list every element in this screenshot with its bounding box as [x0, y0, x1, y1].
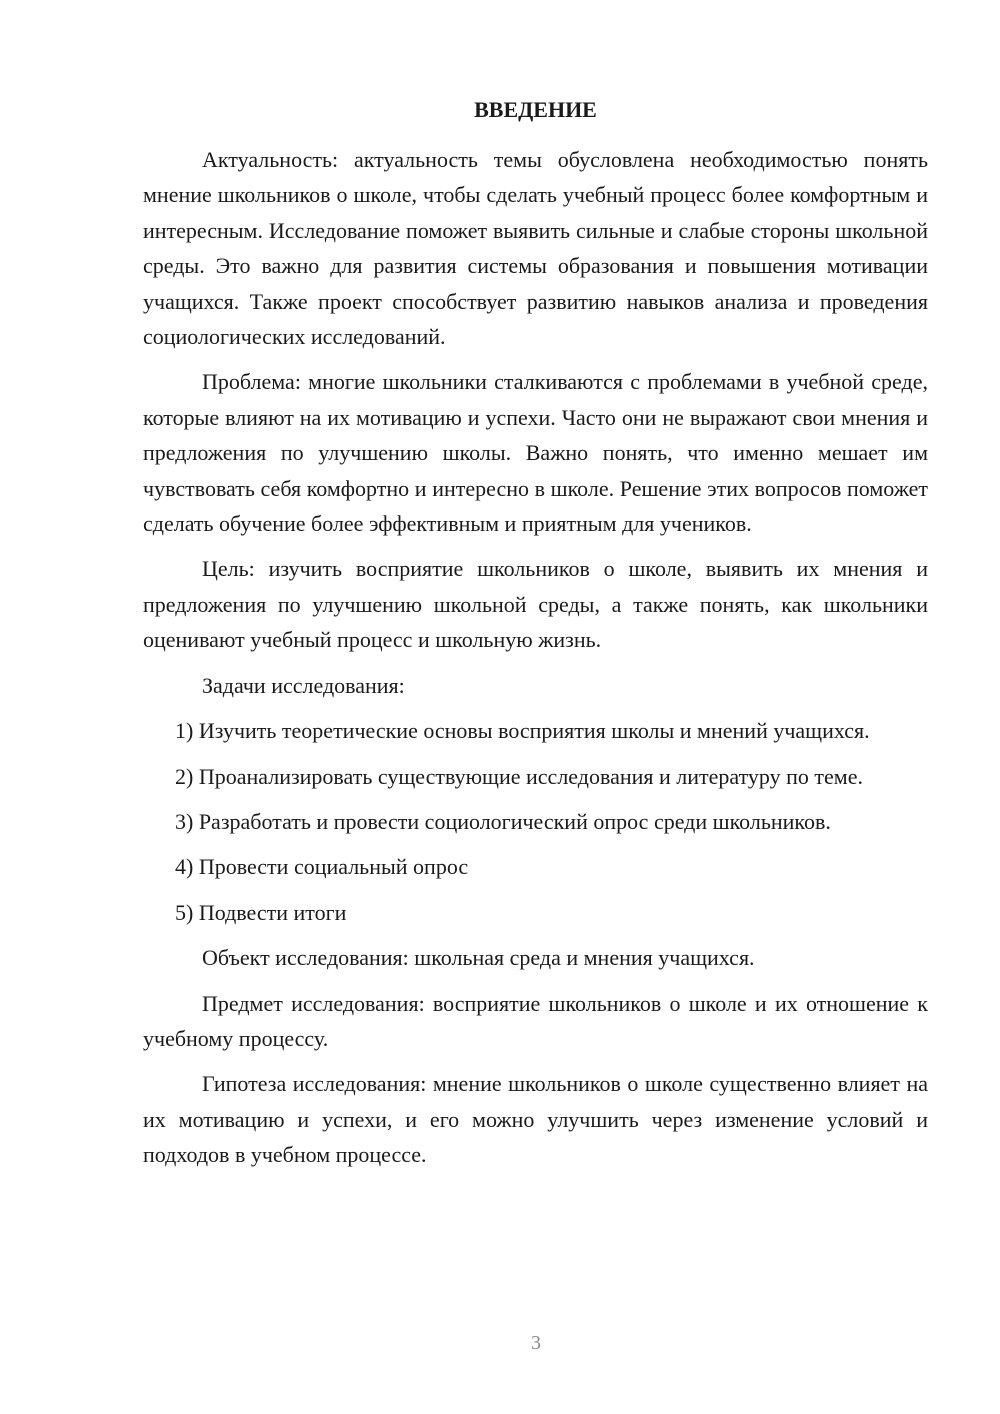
hypothesis-paragraph: Гипотеза исследования: мнение школьников о школе существенно влияет на их мотивацию и успехи, и его можно улучшить через изменение условий и подходов в учебном процессе. — [143, 1071, 928, 1168]
task-item-1: 1) Изучить теоретические основы восприятия школы и мнений учащихся. — [175, 718, 870, 744]
object-paragraph: Объект исследования: школьная среда и мнения учащихся. — [202, 945, 755, 971]
task-item-2: 2) Проанализировать существующие исследования и литературу по теме. — [175, 763, 863, 789]
subject-paragraph: Предмет исследования: восприятие школьников о школе и их отношение к учебному процессу. — [143, 990, 928, 1051]
document-body — [143, 93, 928, 1173]
problem-paragraph: Проблема: многие школьники сталкиваются с проблемами в учебной среде, которые влияют на их мотивацию и успехи. Часто они не выражают свои мнения и предложения по улучшению школы. Важно понять, что именно мешает им чувствовать себя комфортно и интересно в школе. Решение этих вопросов поможет сделать обучение более эффективным и приятным для учеников. — [143, 369, 928, 537]
tasks-heading: Задачи исследования: — [202, 672, 405, 698]
page-number: 3 — [531, 1332, 541, 1354]
task-item-4: 4) Провести социальный опрос — [175, 854, 469, 880]
task-item-5: 5) Подвести итоги — [175, 899, 347, 925]
page-title: ВВЕДЕНИЕ — [474, 97, 597, 122]
relevance-paragraph: Актуальность: актуальность темы обусловлена необходимостью понять мнение школьников о школе, чтобы сделать учебный процесс более комфортным и интересным. Исследование поможет выявить сильные и слабые стороны школьной среды. Это важно для развития системы образования и повышения мотивации учащихся. Также проект способствует развитию навыков анализа и проведения социологических исследований. — [143, 147, 928, 350]
goal-paragraph: Цель: изучить восприятие школьников о школе, выявить их мнения и предложения по улучшению школьной среды, а также понять, как школьники оценивают учебный процесс и школьную жизнь. — [143, 556, 928, 653]
task-item-3: 3) Разработать и провести социологический опрос среди школьников. — [175, 808, 831, 834]
